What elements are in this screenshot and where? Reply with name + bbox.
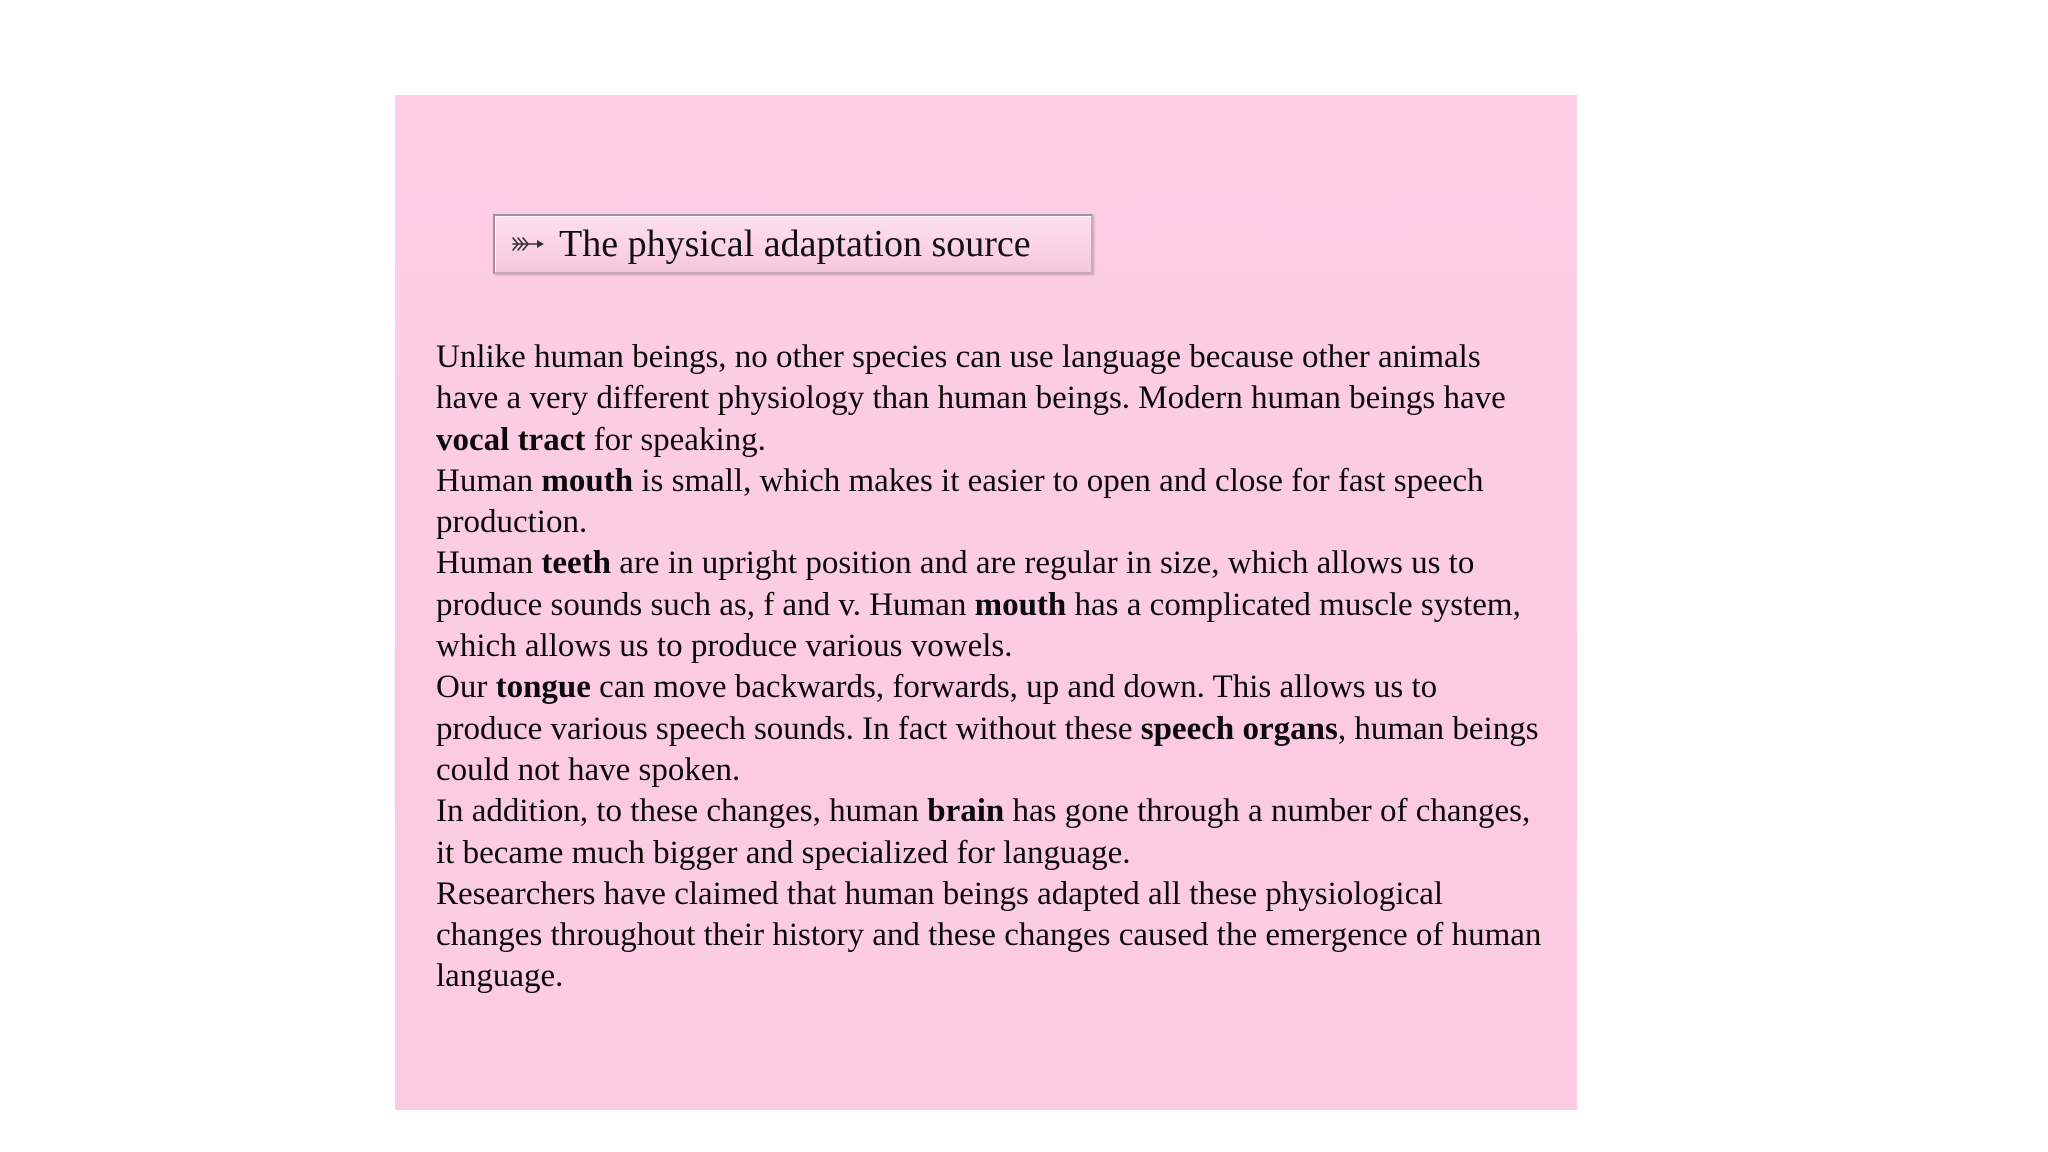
paragraph-vocal-tract: Unlike human beings, no other species can use language because other animals have a very different physiology than human beings. Modern human beings have vocal tract for speaking. [436,339,1506,458]
paragraph-teeth: Human teeth are in upright position and are regular in size, which allows us to produce sounds such as, f and v. Human mouth has a complicated muscle system, which allows us to produce various vowels. [436,545,1521,665]
term-mouth: mouth [541,462,634,499]
term-brain: brain [927,793,1005,830]
term-mouth: mouth [974,586,1067,623]
body-text [436,337,1546,998]
title-box [493,214,1093,274]
term-vocal-tract: vocal tract [436,421,586,458]
paragraph-brain: In addition, to these changes, human brain has gone through a number of changes, it became much bigger and specialized for language. [436,793,1531,871]
term-teeth: teeth [541,545,612,582]
arrow-bullet-icon [511,234,545,254]
paragraph-researchers: Researchers have claimed that human beings adapted all these physiological changes throughout their history and these changes caused the emergence of human language. [436,875,1542,995]
slide [395,95,1577,1110]
paragraph-mouth: Human mouth is small, which makes it easier to open and close for fast speech production. [436,462,1484,541]
paragraph-tongue: Our tongue can move backwards, forwards, up and down. This allows us to produce various speech sounds. In fact without these speech organs, human beings could not have spoken. [436,669,1539,788]
term-tongue: tongue [495,669,591,706]
page-title: The physical adaptation source [559,223,1031,265]
term-speech-organs: speech organs [1140,710,1338,747]
